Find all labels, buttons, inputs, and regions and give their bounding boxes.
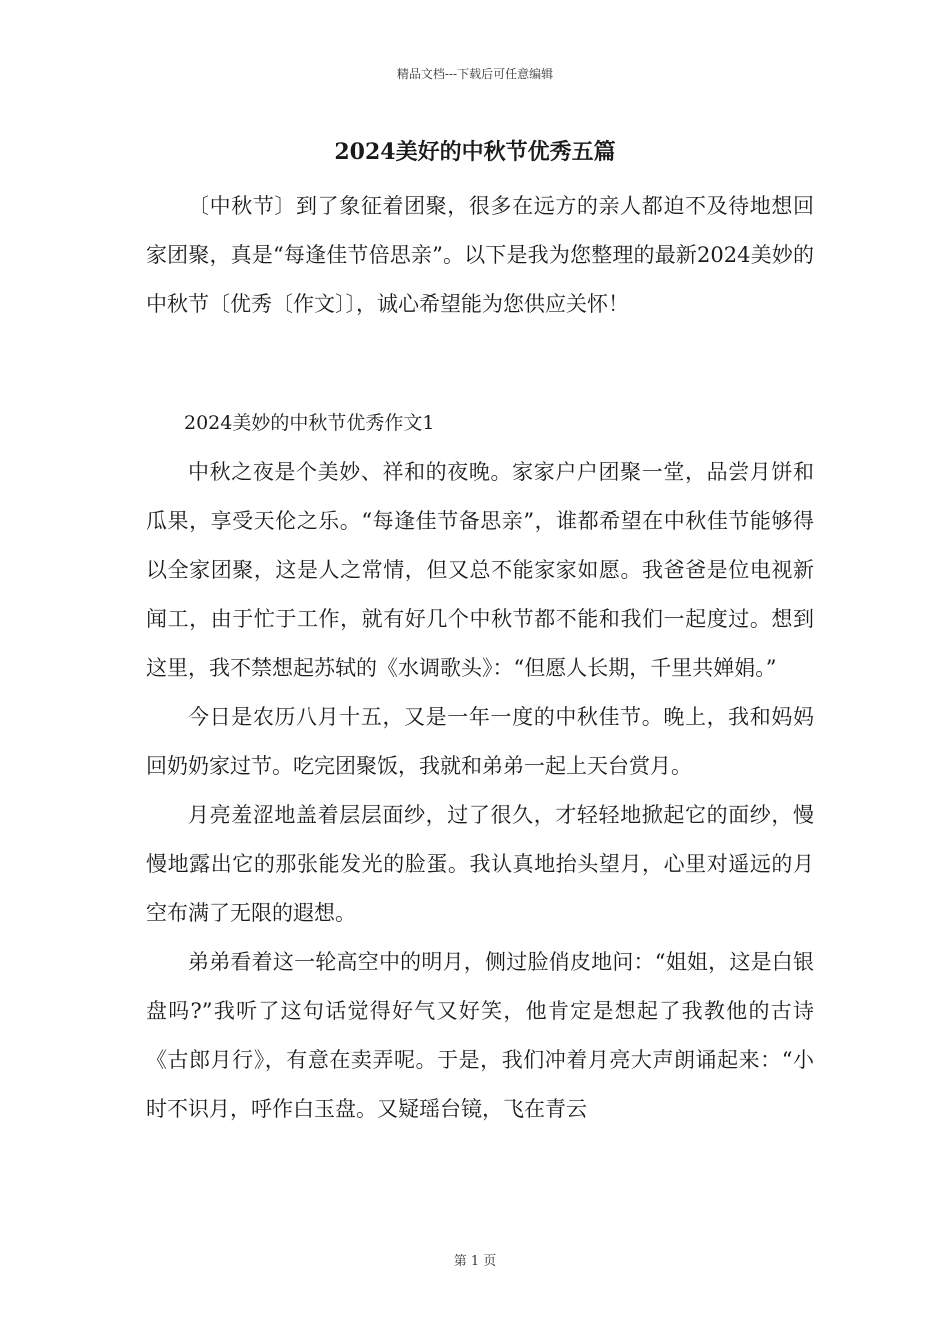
intro-paragraph: 〔中秋节〕到了象征着团聚，很多在远方的亲人都迫不及待地想回家团聚，真是“每逢佳节倍思亲”。以下是我为您整理的最新2024美妙的中秋节〔优秀〔作文〕〕，诚心希望能为您供应关怀！ [146,194,814,316]
section-heading: 2024美妙的中秋节优秀作文1 [184,412,435,434]
document-body [146,182,814,1134]
body-paragraph: 弟弟看着这一轮高空中的明月，侧过脸俏皮地问：“姐姐，这是白银盘吗?”我听了这句话觉得好气又好笑，他肯定是想起了我教他的古诗《古郎月行》，有意在卖弄呢。于是，我们冲着月亮大声朗诵起来：“小时不识月，呼作白玉盘。又疑瑶台镜，飞在青云 [146,950,814,1121]
body-paragraph: 中秋之夜是个美妙、祥和的夜晚。家家户户团聚一堂，品尝月饼和瓜果，享受天伦之乐。“每逢佳节备思亲”，谁都希望在中秋佳节能够得以全家团聚，这是人之常情，但又总不能家家如愿。我爸爸是位电视新闻工，由于忙于工作，就有好几个中秋节都不能和我们一起度过。想到这里，我不禁想起苏轼的《水调歌头》：“但愿人长期，千里共婵娟。” [146,460,814,680]
body-paragraph: 今日是农历八月十五，又是一年一度的中秋佳节。晚上，我和妈妈回奶奶家过节。吃完团聚饭，我就和弟弟一起上天台赏月。 [146,705,814,778]
page-footer: 第 1 页 [453,1254,497,1269]
body-paragraph: 月亮羞涩地盖着层层面纱，过了很久，才轻轻地掀起它的面纱，慢慢地露出它的那张能发光的脸蛋。我认真地抬头望月，心里对遥远的月空布满了无限的遐想。 [146,803,814,925]
page-header: 精品文档---下载后可任意编辑 [396,67,554,81]
document-title: 2024美好的中秋节优秀五篇 [334,139,616,165]
